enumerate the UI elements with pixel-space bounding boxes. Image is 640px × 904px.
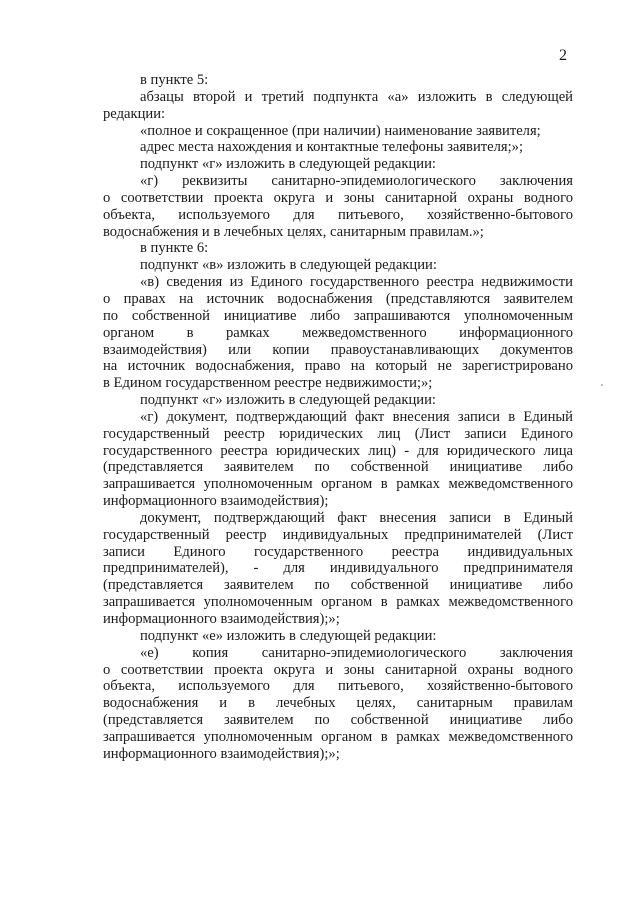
text-line: органом в рамках межведомственного информационного [103,324,573,341]
text-line: подпункт «г» изложить в следующей редакции: [140,156,436,173]
paragraph [103,240,573,257]
paragraph [103,628,573,645]
text-line: запрашивается уполномоченным органом в рамках межведомственного [103,476,573,493]
text-line: по собственной инициативе либо запрашиваются уполномоченным [103,307,573,324]
text-line: на источник водоснабжения, право на который не зарегистрировано [103,358,573,375]
text-line: взаимодействия) или копии правоустанавливающих документов [103,341,573,358]
text-line: информационного взаимодействия); [103,493,329,510]
text-line: адрес места нахождения и контактные телефоны заявителя;»; [140,139,524,156]
text-line: государственный реестр индивидуальных предпринимателей (Лист [103,526,573,543]
text-line: о соответствии проекта округа и зоны санитарной охраны водного [103,189,573,206]
text-line: государственный реестр юридических лиц (Лист записи Единого [103,425,573,442]
paragraph [103,510,573,628]
text-line: о соответствии проекта округа и зоны санитарной охраны водного [103,661,573,678]
text-line: в пункте 6: [140,240,209,257]
text-line: запрашивается уполномоченным органом в рамках межведомственного [103,594,573,611]
text-line: записи Единого государственного реестра индивидуальных [103,543,573,560]
text-line: редакции: [103,105,166,122]
text-line: объекта, используемого для питьевого, хозяйственно-бытового [103,206,573,223]
paragraph [103,392,573,409]
scan-speck [601,384,603,386]
paragraph [103,409,573,510]
text-line: водоснабжения и в лечебных целях, санитарным правилам [103,695,573,712]
paragraph [103,123,573,140]
text-line: информационного взаимодействия);»; [103,745,340,762]
paragraph [103,274,573,392]
text-line: (представляется заявителем по собственной инициативе либо [103,712,573,729]
text-line: водоснабжения и в лечебных целях, санитарным правилам.»; [103,223,484,240]
text-line: подпункт «в» изложить в следующей редакции: [140,257,437,274]
text-line: «е) копия санитарно-эпидемиологического заключения [140,644,573,661]
text-line: запрашивается уполномоченным органом в рамках межведомственного [103,728,573,745]
paragraph [103,139,573,156]
text-line: подпункт «е» изложить в следующей редакции: [140,627,437,644]
text-line: абзацы второй и третий подпункта «а» изложить в следующей [140,88,573,105]
document-body [103,72,573,763]
paragraph [103,89,573,123]
text-line: в пункте 5: [140,72,209,88]
text-line: «г) документ, подтверждающий факт внесения записи в Единый [140,408,573,425]
text-line: объекта, используемого для питьевого, хозяйственно-бытового [103,678,573,695]
paragraph [103,645,573,763]
text-line: документ, подтверждающий факт внесения записи в Единый [140,509,573,526]
paragraph [103,72,573,89]
paragraph [103,156,573,173]
text-line: государственного реестра юридических лиц) - для юридического лица [103,442,573,459]
text-line: предпринимателей), - для индивидуального предпринимателя [103,560,573,577]
text-line: «г) реквизиты санитарно-эпидемиологического заключения [140,173,573,190]
text-line: о правах на источник водоснабжения (представляются заявителем [103,290,573,307]
text-line: (представляется заявителем по собственной инициативе либо [103,459,573,476]
page-number: 2 [559,47,567,64]
text-line: в Едином государственном реестре недвижимости;»; [103,375,433,392]
paragraph [103,173,573,240]
text-line: подпункт «г» изложить в следующей редакции: [140,392,436,409]
paragraph [103,257,573,274]
text-line: «в) сведения из Единого государственного реестра недвижимости [140,274,573,291]
text-line: «полное и сокращенное (при наличии) наименование заявителя; [140,122,541,139]
text-line: информационного взаимодействия);»; [103,611,340,627]
text-line: (представляется заявителем по собственной инициативе либо [103,577,573,594]
